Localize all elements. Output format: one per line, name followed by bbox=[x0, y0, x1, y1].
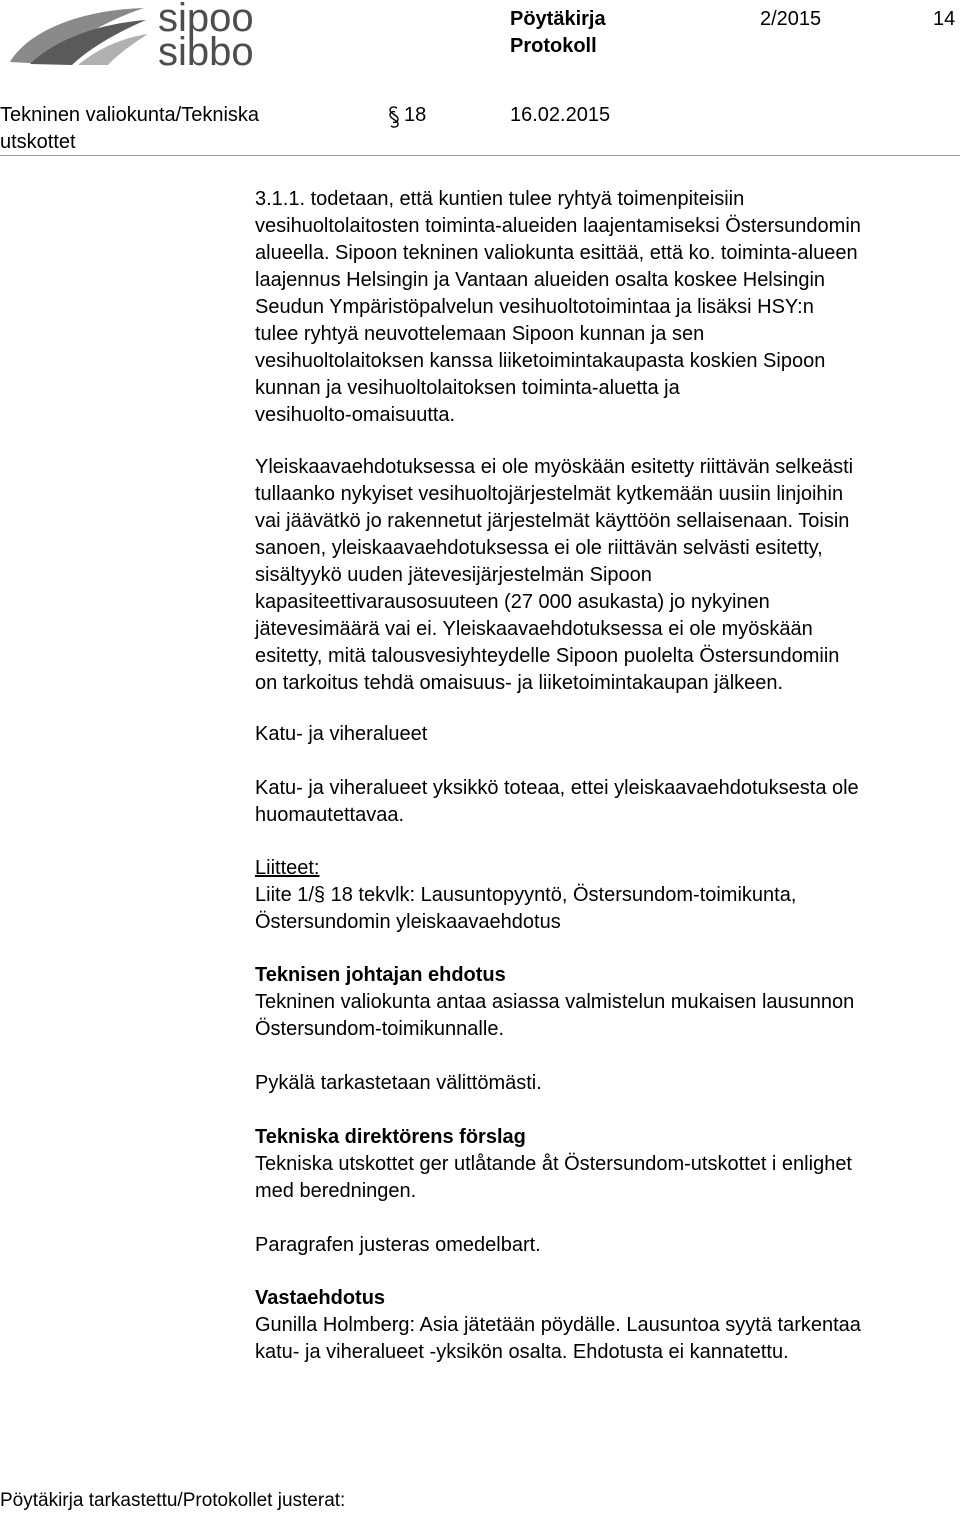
text-line: tulee ryhtyä neuvottelemaan Sipoon kunnan ja sen bbox=[255, 323, 705, 345]
fi-proposal-heading: Teknisen johtajan ehdotus bbox=[255, 964, 506, 986]
text-line: on tarkoitus tehdä omaisuus- ja liiketoimintakaupan jälkeen. bbox=[255, 672, 784, 694]
logo-text-line2: sibbo bbox=[158, 30, 254, 74]
header-divider bbox=[0, 155, 960, 156]
text-line: Seudun Ympäristöpalvelun vesihuoltotoimintaa ja lisäksi HSY:n bbox=[255, 296, 814, 318]
text-line: alueella. Sipoon tekninen valiokunta esittää, että ko. toiminta-alueen bbox=[255, 242, 858, 264]
counter-proposal-heading: Vastaehdotus bbox=[255, 1287, 386, 1309]
katu-paragraph bbox=[255, 775, 960, 829]
attachments-heading: Liitteet: bbox=[255, 857, 320, 879]
attachments-block bbox=[255, 855, 960, 936]
doc-type-fi: Pöytäkirja bbox=[510, 8, 606, 30]
footer-verification-label: Pöytäkirja tarkastettu/Protokollet justerat: bbox=[0, 1490, 346, 1511]
meeting-date: 16.02.2015 bbox=[510, 104, 611, 126]
text-line: kunnan ja vesihuoltolaitoksen toiminta-aluetta ja bbox=[255, 377, 680, 399]
fi-proposal-block bbox=[255, 962, 960, 1043]
paragraph-1 bbox=[255, 186, 960, 429]
text-line: huomautettavaa. bbox=[255, 804, 404, 826]
text-line: sanoen, yleiskaavaehdotuksessa ei ole riittävän selvästi esitetty, bbox=[255, 537, 823, 559]
committee-line2: utskottet bbox=[0, 131, 76, 153]
section-mark-icon bbox=[388, 106, 400, 128]
text-line: vesihuoltolaitoksen kanssa liiketoimintakaupasta koskien Sipoon bbox=[255, 350, 826, 372]
text-line: Östersundom-toimikunnalle. bbox=[255, 1018, 504, 1040]
text-line: Tekninen valiokunta antaa asiassa valmistelun mukaisen lausunnon bbox=[255, 991, 855, 1013]
text-line: vesihuolto-omaisuutta. bbox=[255, 404, 456, 426]
text-line: katu- ja viheralueet -yksikön osalta. Ehdotusta ei kannatettu. bbox=[255, 1341, 789, 1363]
text-line: jätevesimäärä vai ei. Yleiskaavaehdotuksessa ei ole myöskään bbox=[255, 618, 813, 640]
sv-check-note: Paragrafen justeras omedelbart. bbox=[255, 1234, 541, 1256]
text-line: Tekniska utskottet ger utlåtande åt Östersundom-utskottet i enlighet bbox=[255, 1153, 852, 1175]
text-line: vesihuoltolaitosten toiminta-alueiden laajentamiseksi Östersundomin bbox=[255, 215, 861, 237]
text-line: esitetty, mitä talousvesiyhteydelle Sipoon puolelta Östersundomiin bbox=[255, 645, 840, 667]
attachment-line: Liite 1/§ 18 tekvlk: Lausuntopyyntö, Östersundom-toimikunta, bbox=[255, 884, 797, 906]
sv-proposal-block bbox=[255, 1124, 960, 1205]
section-number: 18 bbox=[404, 104, 427, 126]
attachment-line: Östersundomin yleiskaavaehdotus bbox=[255, 911, 561, 933]
text-line: laajennus Helsingin ja Vantaan alueiden osalta koskee Helsingin bbox=[255, 269, 826, 291]
katu-heading: Katu- ja viheralueet bbox=[255, 723, 428, 745]
text-line: 3.1.1. todetaan, että kuntien tulee ryhtyä toimenpiteisiin bbox=[255, 188, 745, 210]
paragraph-2 bbox=[255, 454, 960, 697]
fi-check-note: Pykälä tarkastetaan välittömästi. bbox=[255, 1072, 542, 1094]
doc-type-sv: Protokoll bbox=[510, 35, 597, 57]
text-line: med beredningen. bbox=[255, 1180, 417, 1202]
page-number: 14 bbox=[933, 8, 956, 30]
sv-proposal-heading: Tekniska direktörens förslag bbox=[255, 1126, 526, 1148]
text-line: vai jäävätkö jo rakennetut järjestelmät käyttöön sellaisenaan. Toisin bbox=[255, 510, 850, 532]
committee-line1: Tekninen valiokunta/Tekniska bbox=[0, 104, 260, 126]
sipoo-logo-icon bbox=[8, 4, 150, 66]
header bbox=[0, 0, 960, 156]
doc-number: 2/2015 bbox=[760, 8, 822, 30]
text-line: Yleiskaavaehdotuksessa ei ole myöskään esitetty riittävän selkeästi bbox=[255, 456, 854, 478]
text-line: tullaanko nykyiset vesihuoltojärjestelmät kytkemään uusiin linjoihin bbox=[255, 483, 844, 505]
text-line: Katu- ja viheralueet yksikkö toteaa, ettei yleiskaavaehdotuksesta ole bbox=[255, 777, 859, 799]
logo-text-line1: sipoo bbox=[158, 0, 254, 40]
counter-proposal-block bbox=[255, 1285, 960, 1366]
text-line: kapasiteettivarausosuuteen (27 000 asukasta) jo nykyinen bbox=[255, 591, 770, 613]
text-line: sisältyykö uuden jätevesijärjestelmän Sipoon bbox=[255, 564, 652, 586]
text-line: Gunilla Holmberg: Asia jätetään pöydälle. Lausuntoa syytä tarkentaa bbox=[255, 1314, 861, 1336]
